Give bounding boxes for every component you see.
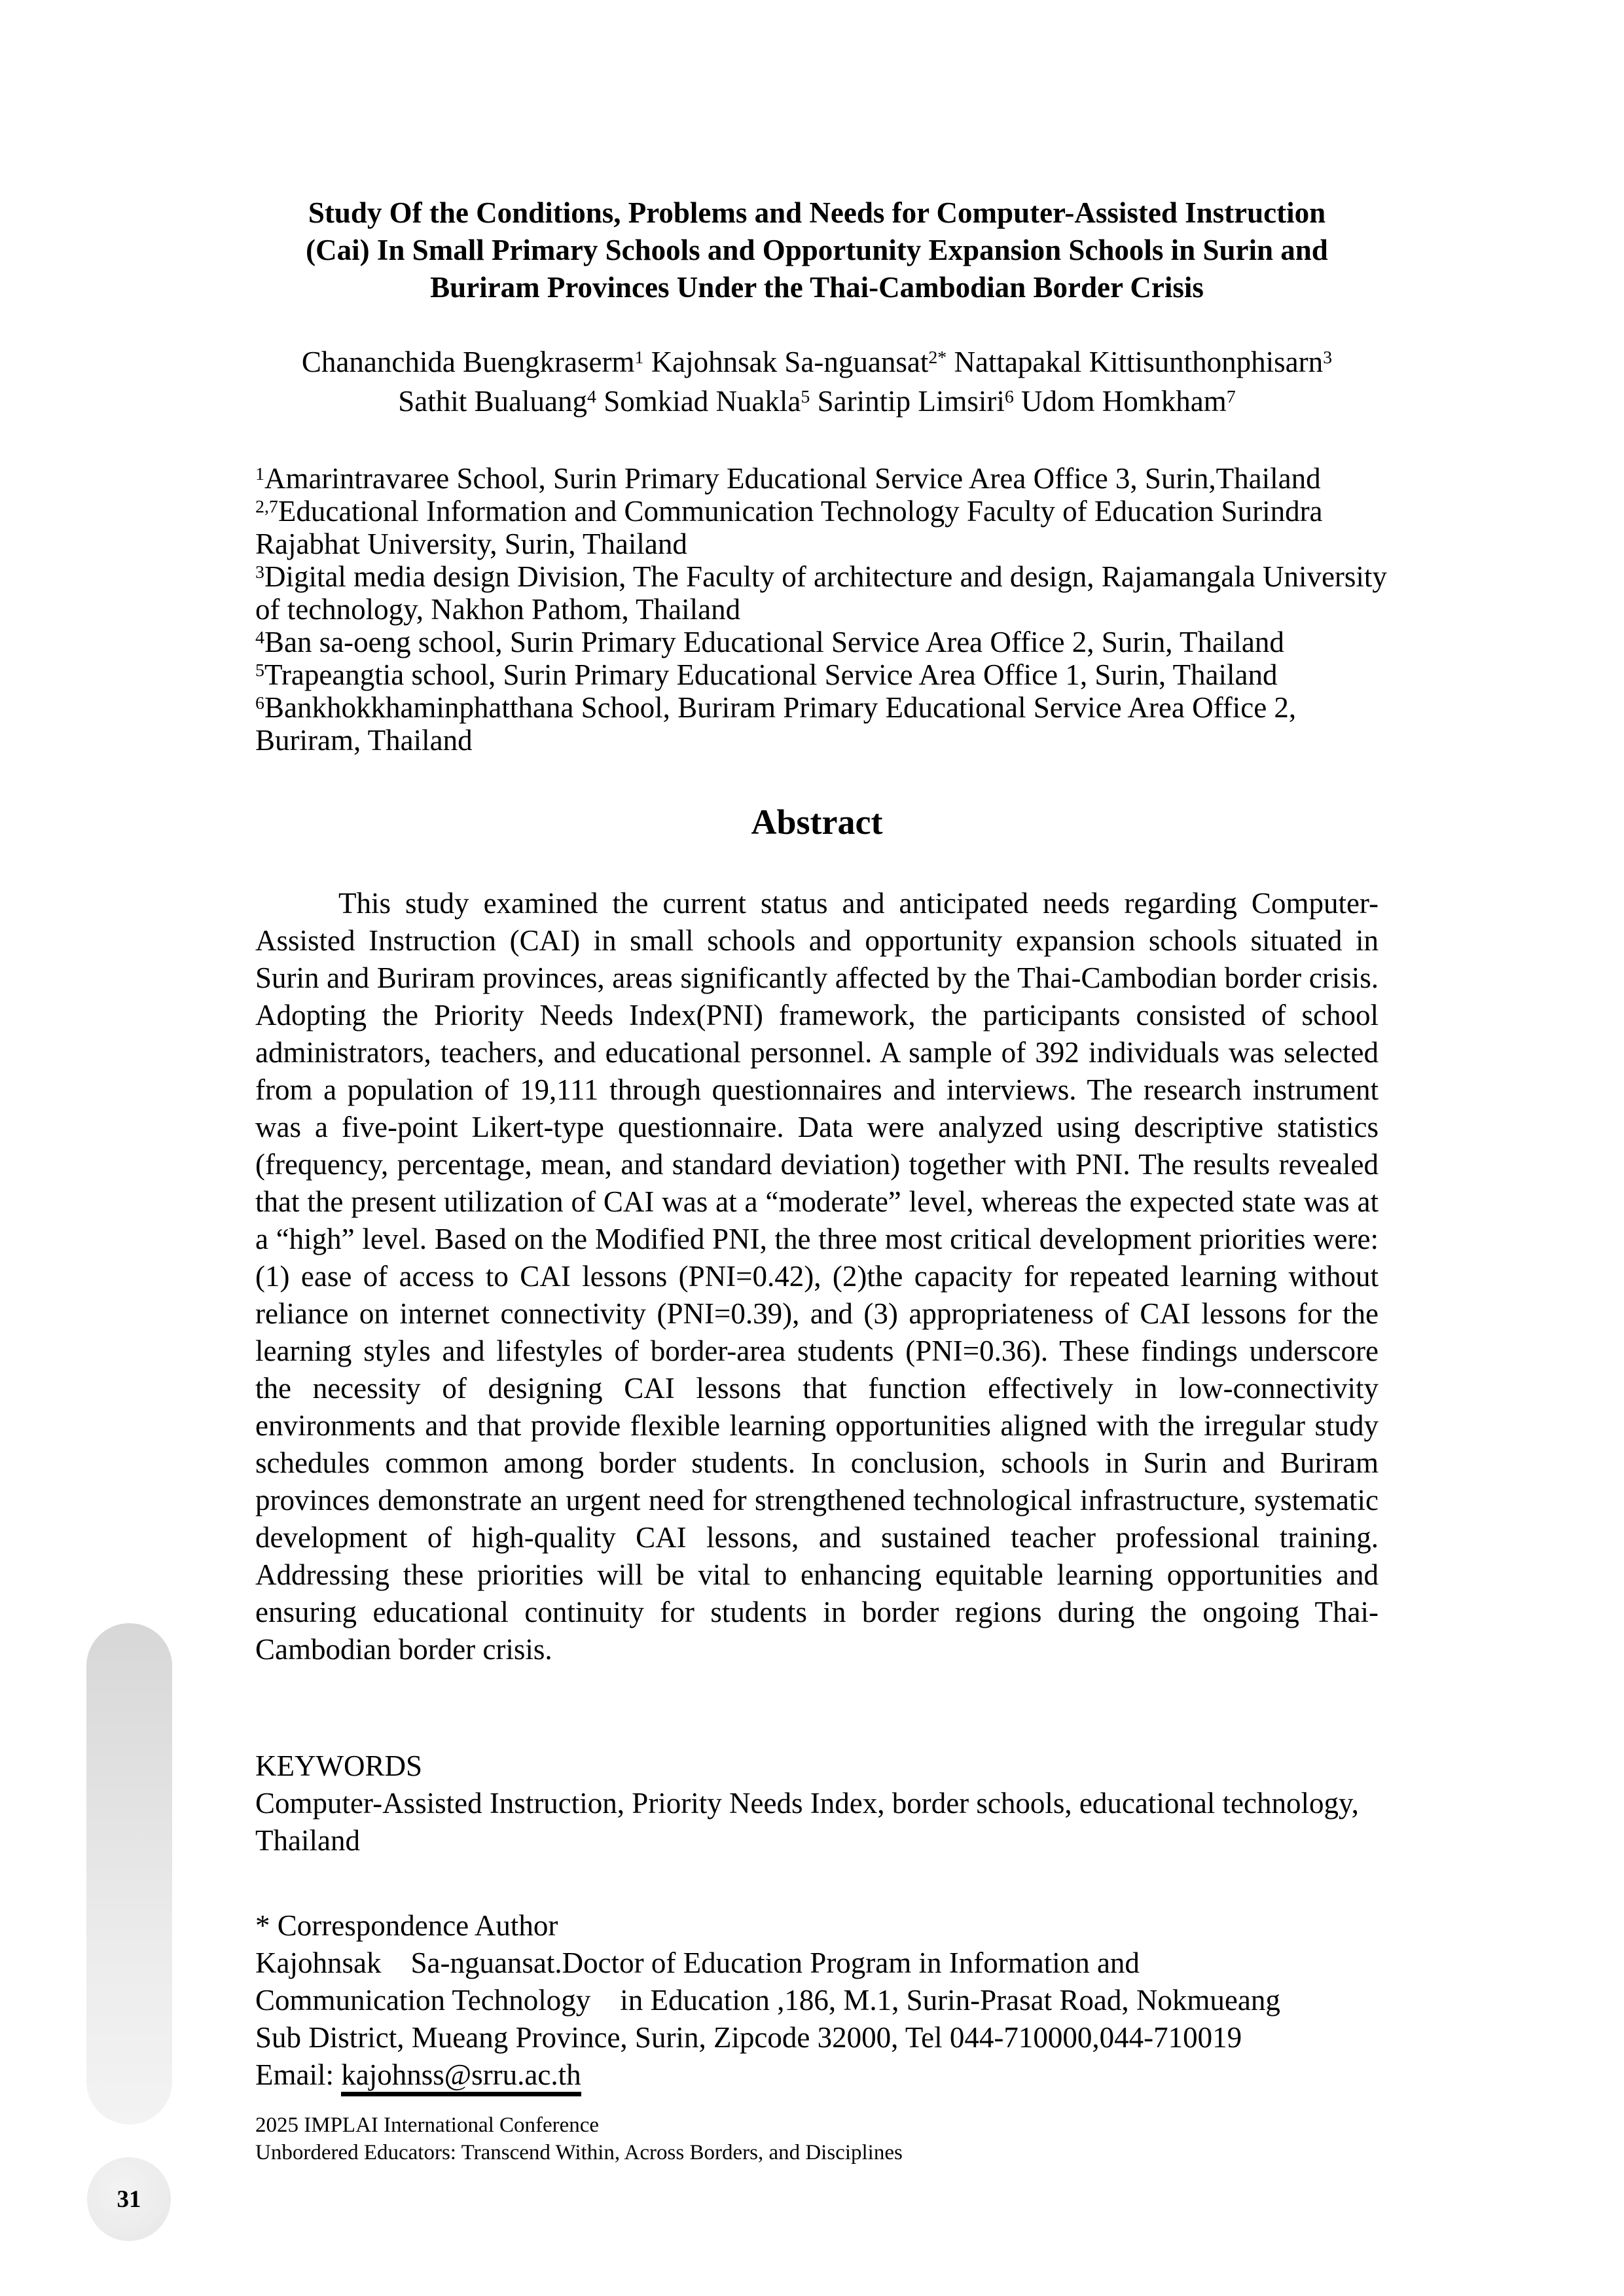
paper-title <box>255 194 1379 306</box>
affiliation-text: Bankhokkhaminphatthana School, Buriram Primary Educational Service Area Office 2, Buriram, Thailand <box>255 691 1297 757</box>
title-line: Study Of the Conditions, Problems and Needs for Computer-Assisted Instruction <box>308 196 1326 229</box>
keywords-heading: KEYWORDS <box>255 1749 422 1782</box>
affiliation-item <box>255 626 1404 658</box>
author-name: Chananchida Buengkraserm <box>301 346 635 378</box>
author-affiliation-superscript: 5 <box>801 387 810 408</box>
author-line <box>255 342 1379 382</box>
affiliation-text: Trapeangtia school, Surin Primary Educational Service Area Office 1, Surin, Thailand <box>264 658 1278 691</box>
author-affiliation-superscript: 6 <box>1004 387 1014 408</box>
correspondence-line: Kajohnsak Sa-nguansat.Doctor of Education Program in Information and <box>255 1946 1140 1979</box>
author-affiliation-superscript: 3 <box>1323 348 1333 368</box>
affiliation-item <box>255 691 1404 757</box>
author-affiliation-superscript: 7 <box>1226 387 1236 408</box>
decorative-side-bar <box>86 1623 172 2125</box>
affiliation-superscript: 6 <box>255 693 264 714</box>
author-affiliation-superscript: 1 <box>634 348 644 368</box>
author-affiliation-superscript: 2* <box>928 348 947 368</box>
keywords-section <box>255 1748 1379 1859</box>
correspondence-section <box>255 1907 1379 2094</box>
affiliation-item <box>255 560 1404 626</box>
page-number: 31 <box>117 2185 141 2213</box>
page-number-badge <box>87 2157 171 2241</box>
author-name: Sarintip Limsiri <box>810 385 1005 418</box>
affiliation-text: Amarintravaree School, Surin Primary Educational Service Area Office 3, Surin,Thailand <box>264 462 1321 495</box>
author-name: Udom Homkham <box>1013 385 1227 418</box>
affiliation-superscript: 1 <box>255 464 264 485</box>
title-line: (Cai) In Small Primary Schools and Opportunity Expansion Schools in Surin and <box>306 234 1328 266</box>
author-line <box>255 382 1379 421</box>
affiliation-item <box>255 462 1404 495</box>
author-affiliation-superscript: 4 <box>586 387 596 408</box>
correspondence-heading: * Correspondence Author <box>255 1909 558 1942</box>
affiliation-text: Digital media design Division, The Faculty of architecture and design, Rajamangala University of technology, Nakhon Pathom, Thailand <box>255 560 1387 626</box>
email-link[interactable]: kajohnss@srru.ac.th <box>341 2058 581 2096</box>
keywords-text: Computer-Assisted Instruction, Priority Needs Index, border schools, educational technology, Thailand <box>255 1787 1359 1857</box>
affiliation-superscript: 2,7 <box>255 497 278 518</box>
author-name: Kajohnsak Sa-nguansat <box>643 346 929 378</box>
affiliation-text: Ban sa-oeng school, Surin Primary Educational Service Area Office 2, Surin, Thailand <box>264 626 1284 658</box>
title-line: Buriram Provinces Under the Thai-Cambodian Border Crisis <box>430 271 1204 304</box>
email-line <box>255 2056 1379 2094</box>
abstract-heading: Abstract <box>751 802 883 842</box>
author-name: Sathit Bualuang <box>398 385 587 418</box>
affiliations <box>255 462 1404 757</box>
footer <box>255 2111 1379 2166</box>
email-label: Email: <box>255 2058 342 2091</box>
footer-tagline: Unbordered Educators: Transcend Within, Across Borders, and Disciplines <box>255 2141 903 2164</box>
authors <box>255 342 1379 421</box>
abstract-text: This study examined the current status and anticipated needs regarding Computer-Assisted Instruction (CAI) in small schools and opportunity expansion schools situated in Surin and Buriram provinces, areas significantly affected by the Thai-Cambodian border crisis. Adopting the Priority Needs Index(PNI) framework, the participants consisted of school administrators, teachers, and educational personnel. A sample of 392 individuals was selected from a population of 19,111 through questionnaires and interviews. The research instrument was a five-point Likert-type questionnaire. Data were analyzed using descriptive statistics (frequency, percentage, mean, and standard deviation) together with PNI. The results revealed that the present utilization of CAI was at a “moderate” level, whereas the expected state was at a “high” level. Based on the Modified PNI, the three most critical development priorities were: (1) ease of access to CAI lessons (PNI=0.42), (2)the capacity for repeated learning without reliance on internet connectivity (PNI=0.39), and (3) appropriateness of CAI lessons for the learning styles and lifestyles of border-area students (PNI=0.36). These findings underscore the necessity of designing CAI lessons that function effectively in low-connectivity environments and that provide flexible learning opportunities aligned with the irregular study schedules common among border students. In conclusion, schools in Surin and Buriram provinces demonstrate an urgent need for strengthened technological infrastructure, systematic development of high-quality CAI lessons, and sustained teacher professional training. Addressing these priorities will be vital to enhancing equitable learning opportunities and ensuring educational continuity for students in border regions during the ongoing Thai-Cambodian border crisis. <box>255 887 1379 1666</box>
correspondence-lines <box>255 1945 1379 2056</box>
affiliation-text: Educational Information and Communication Technology Faculty of Education Surindra Rajabhat University, Surin, Thailand <box>255 495 1323 560</box>
correspondence-line: Communication Technology in Education ,186, M.1, Surin-Prasat Road, Nokmueang <box>255 1984 1280 2017</box>
affiliation-superscript: 3 <box>255 562 264 583</box>
affiliation-item <box>255 658 1404 691</box>
affiliation-superscript: 4 <box>255 628 264 649</box>
footer-conference: 2025 IMPLAI International Conference <box>255 2113 600 2137</box>
author-name: Nattapakal Kittisunthonphisarn <box>947 346 1324 378</box>
correspondence-line: Sub District, Mueang Province, Surin, Zipcode 32000, Tel 044-710000,044-710019 <box>255 2021 1242 2054</box>
affiliation-superscript: 5 <box>255 660 264 681</box>
affiliation-item <box>255 495 1404 560</box>
author-name: Somkiad Nuakla <box>596 385 801 418</box>
